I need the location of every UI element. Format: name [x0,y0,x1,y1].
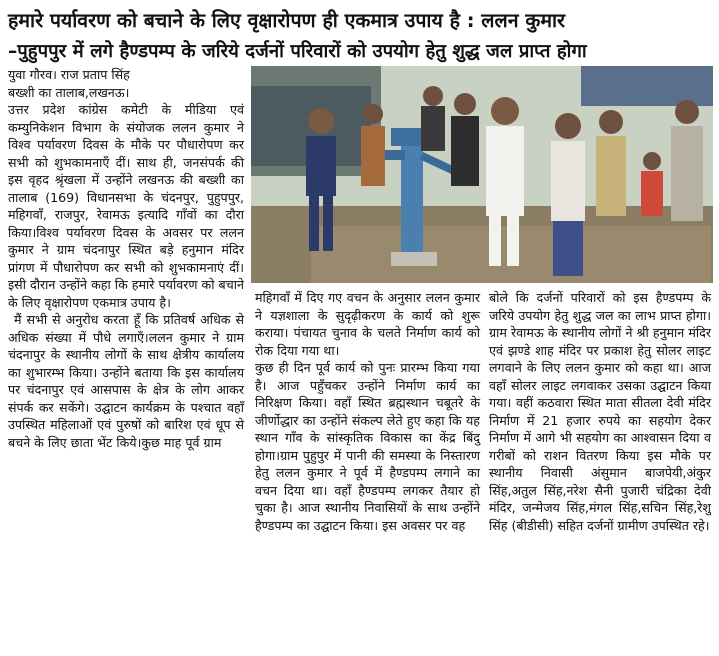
column-1-paragraph-1: उत्तर प्रदेश कांग्रेस कमेटी के मीडिया एवं कम्युनिकेशन विभाग के संयोजक ललन कुमार ने विश्व पर्यावरण दिवस के मौके पर पौधारोपण कर सभी को शुभकामनाएँ दीं। साथ ही, जनसंपर्क की इस वृहद श्रृंखला में उन्होंने लखनऊ की बख्शी का तालाब (169) विधानसभा के चंदनपुर, पुहुपपुर, महिगवाँ, राजपुर, रेवामऊ इत्यादि गाँवों का दौरा किया।विश्व पर्यावरण दिवस के अवसर पर ललन कुमार ने ग्राम चंदनापुर स्थित बड़े हनुमान मंदिर प्रांगण में पौधारोपण कर सभी को शुभकामनाएं दीं। इसी दौरान उन्होंने कहा कि हमारे पर्यावरण को बचाने के लिए वृक्षारोपण एकमात्र उपाय है। [8,102,244,310]
article-column-2 [255,289,480,534]
column-2-paragraph-2: कुछ ही दिन पूर्व कार्य को पुनः प्रारम्भ किया गया है। आज पहुँचकर उन्होंने निर्माण कार्य का निरिक्षण किया। वहाँ स्थित ब्रह्मस्थान चबूतरे के जीर्णोद्धार का उन्होंने संकल्प लेते हुए कहा कि यह स्थान गाँव के सांस्कृतिक विकास का केंद्र बिंदु होगा।ग्राम पुहुपुर में पानी की समस्या के निस्तारण हेतु ललन कुमार ने पूर्व में हैण्डपम्प लगाने का वचन दिया था। वहाँ हैण्डपम्प लगकर तैयार हो चुका है। आज स्थानीय निवासियों के साथ उन्होंने हैण्डपम्प का उद्घाटन किया। इस अवसर पर वह [255,360,480,533]
headline-sub: –पुहुपपुर में लगे हैण्डपम्प के जरिये दर्जनों परिवारों को उपयोग हेतु शुद्ध जल प्राप्त होगा [8,41,587,62]
news-photo [251,66,713,283]
byline-place: बख्शी का तालाब,लखनऊ। [8,84,130,100]
column-1-paragraph-2: मैं सभी से अनुरोध करता हूँ कि प्रतिवर्ष अधिक से अधिक संख्या में पौधे लगाएँ।ललन कुमार ने ग्राम चंदनापुर के स्थानीय लोगों के साथ क्षेत्रीय कार्यालय का शुभारम्भ किया। उन्होंने बताया कि इस कार्यालय पर चंदनापुर एवं आसपास के क्षेत्र के लोग आकर संपर्क कर सकेंगे। उद्घाटन कार्यक्रम के पश्चात वहाँ उपस्थित महिलाओं एवं पुरुषों को बारिश एवं धूप से बचने के लिए छाता भेंट किये।कुछ माह पूर्व ग्राम [8,312,244,450]
article-column-3 [489,289,711,534]
handpump-inauguration-photo [251,66,713,283]
article-column-1 [8,66,244,451]
column-3-paragraph-1: बोले कि दर्जनों परिवारों को इस हैण्डपम्प के जरिये उपयोग हेतु शुद्ध जल का लाभ प्राप्त होगा।ग्राम रेवामऊ के स्थानीय लोगों ने श्री हनुमान मंदिर एवं झण्डे शाह मंदिर पर प्रकाश हेतु सोलर लाइट लगवाने के लिए ललन कुमार को कहा था। आज वहाँ सोलर लाइट लगवाकर उसका उद्घाटन किया गया। वहीं कठवारा स्थित माता सीतला देवी मंदिर निर्माण में 21 हजार रुपये का सहयोग देकर निर्माण में आगे भी सहयोग का आश्वासन दिया व गरीबों को राशन वितरण किया इस मौके पर स्थानीय निवासी अंसुमान बाजपेयी,अंकुर सिंह,अतुल सिंह,नरेश सैनी पुजारी चंद्रिका देवी मंदिर, जन्मेजय सिंह,मंगल सिंह,सचिन सिंह,रेशु सिंह (बीडीसी) सहित दर्जनों ग्रामीण उपस्थित रहे। [489,290,711,533]
column-2-paragraph-1: महिगवाँ में दिए गए वचन के अनुसार ललन कुमार ने यज्ञशाला के सुदृढ़ीकरण के कार्य को शुरू कराया। पंचायत चुनाव के चलते निर्माण कार्य को रोक दिया गया था। [255,290,480,358]
byline-reporter: युवा गौरव। राज प्रताप सिंह [8,67,130,82]
headline-main: हमारे पर्यावरण को बचाने के लिए वृक्षारोपण ही एकमात्र उपाय है : ललन कुमार [8,9,566,32]
